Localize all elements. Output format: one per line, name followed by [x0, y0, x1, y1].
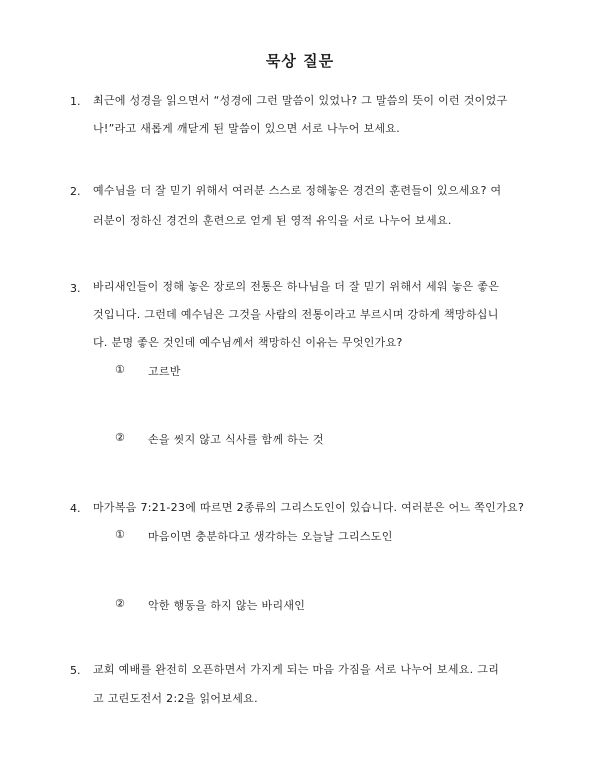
question-text-line: 바리새인들이 정해 놓은 장로의 전통은 하나님을 더 잘 믿기 위해서 세워 놓은 좋은	[93, 280, 500, 293]
question-text-line: 최근에 성경을 읽으면서 “성경에 그런 말씀이 있었나? 그 말씀의 뜻이 이런 것이었구	[93, 94, 508, 107]
option-marker: ②	[115, 431, 125, 444]
question-text-line: 교회 예배를 완전히 오픈하면서 가지게 되는 마음 가짐을 서로 나누어 보세요. 그리	[93, 663, 500, 676]
page-title: 묵상 질문	[265, 52, 335, 70]
option-marker: ②	[115, 597, 125, 610]
option-text: 악한 행동을 하지 않는 바리새인	[148, 599, 306, 612]
question-number: 1.	[70, 95, 81, 108]
option-marker: ①	[115, 363, 125, 376]
option-text: 마음이면 충분하다고 생각하는 오늘날 그리스도인	[148, 530, 393, 543]
question-number: 2.	[70, 185, 81, 198]
question-text-line: 것입니다. 그런데 예수님은 그것을 사람의 전통이라고 부르시며 강하게 책망하십니	[93, 308, 499, 321]
question-text-line: 예수님을 더 잘 믿기 위해서 여러분 스스로 정해놓은 경건의 훈련들이 있으세요? 여	[93, 184, 502, 197]
question-text-line: 나!”라고 새롭게 깨닫게 된 말씀이 있으면 서로 나누어 보세요.	[93, 122, 401, 135]
question-number: 4.	[70, 502, 81, 515]
option-text: 손을 씻지 않고 식사를 함께 하는 것	[148, 433, 324, 446]
question-number: 5.	[70, 664, 81, 677]
question-text-line: 러분이 정하신 경건의 훈련으로 얻게 된 영적 유익을 서로 나누어 보세요.	[93, 214, 452, 227]
question-text-line: 마가복음 7:21-23에 따르면 2종류의 그리스도인이 있습니다. 여러분은 어느 쪽인가요?	[93, 501, 525, 514]
question-number: 3.	[70, 282, 81, 295]
option-text: 고르반	[148, 365, 181, 378]
option-marker: ①	[115, 528, 125, 541]
question-text-line: 고 고린도전서 2:2을 읽어보세요.	[93, 692, 258, 705]
question-text-line: 다. 분명 좋은 것인데 예수님께서 책망하신 이유는 무엇인가요?	[93, 336, 403, 349]
